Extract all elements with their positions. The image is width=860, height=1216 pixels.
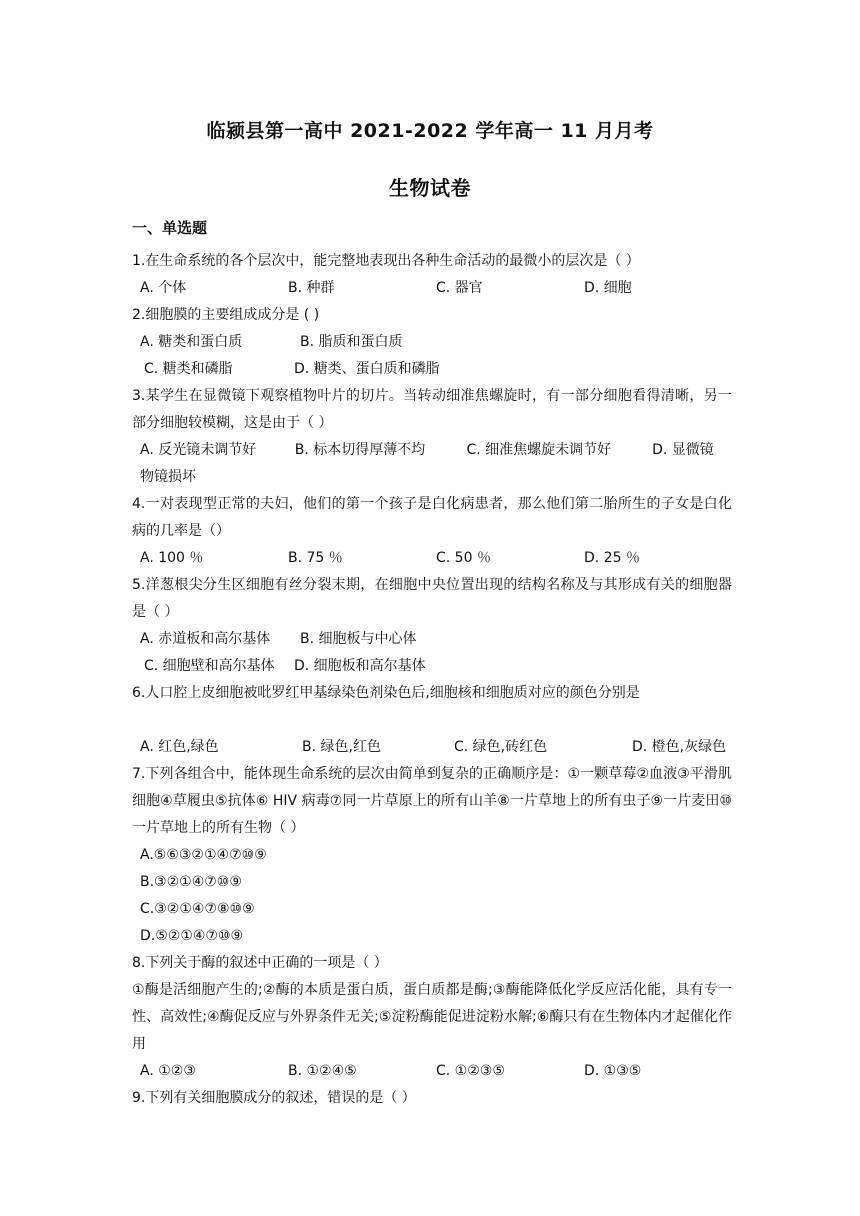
option: A. 红色,绿色 [140,739,219,755]
option: C.③②①④⑦⑧⑩⑨ [140,901,255,917]
option: B. 75 ％ [288,550,343,566]
option: A. 糖类和蛋白质 [140,334,243,350]
option: D. 橙色,灰绿色 [632,739,727,755]
question-statements: ①酶是活细胞产生的;②酶的本质是蛋白质，蛋白质都是酶;③酶能降低化学反应活化能，具有专一性、高效性;④酶促反应与外界条件无关;⑤淀粉酶能促进淀粉水解;⑥酶只有在生物体内才起催化作用 [132,982,732,1052]
option: C. ①②③⑤ [436,1063,505,1079]
option: C. 细胞壁和高尔基体 [144,658,275,674]
option-row [132,275,732,302]
option-continuation: 物镜损坏 [140,469,196,485]
question-stem: 6.人口腔上皮细胞被吡罗红甲基绿染色剂染色后,细胞核和细胞质对应的颜色分别是 [132,685,640,701]
option: A. 反光镜未调节好 [140,442,257,458]
option: D.⑤②①④⑦⑩⑨ [140,928,244,944]
option: B. 种群 [288,280,335,296]
option: C. 器官 [436,280,483,296]
question-list [132,248,732,1112]
option: A. ①②③ [140,1063,196,1079]
option-row [132,356,732,383]
option: D. 糖类、蛋白质和磷脂 [294,361,440,377]
option: A.⑤⑥③②①④⑦⑩⑨ [140,847,267,863]
option-row [132,1058,732,1085]
option: C. 细准焦螺旋未调节好 [466,442,612,458]
option: D. 细胞 [584,280,632,296]
option: A. 个体 [140,280,187,296]
option-row [132,545,732,572]
option-row [132,653,732,680]
option: D. 25 ％ [584,550,640,566]
option: C. 50 ％ [436,550,491,566]
option: B. 细胞板与中心体 [300,631,417,647]
option: D. 细胞板和高尔基体 [294,658,426,674]
option: B. 绿色,红色 [302,739,381,755]
option: C. 糖类和磷脂 [144,361,233,377]
option-row [132,329,732,356]
option: B. 脂质和蛋白质 [300,334,403,350]
question-stem: 4.一对表现型正常的夫妇，他们的第一个孩子是白化病患者，那么他们第二胎所生的子女是白化病的几率是（） [132,496,732,539]
question-stem: 7.下列各组合中，能体现生命系统的层次由简单到复杂的正确顺序是：①一颗草莓②血液③平滑肌细胞④草履虫⑤抗体⑥ HIV 病毒⑦同一片草原上的所有山羊⑧一片草地上的所有虫子⑨一片麦田⑩一片草地上的所有生物（ ） [132,766,732,836]
option-row [132,626,732,653]
question-stem: 2.细胞膜的主要组成成分是 ( ) [132,307,320,323]
option: A. 100 ％ [140,550,204,566]
blank-line [132,707,732,734]
question-stem: 8.下列关于酶的叙述中正确的一项是（ ） [132,955,388,971]
option: C. 绿色,砖红色 [454,739,548,755]
option-row [132,437,732,464]
option: B. ①②④⑤ [288,1063,357,1079]
option: B. 标本切得厚薄不均 [294,442,426,458]
page-title: 临颍县第一高中 2021-2022 学年高一 11 月月考 [206,120,654,142]
question-stem: 9.下列有关细胞膜成分的叙述，错误的是（ ） [132,1090,416,1106]
question-stem: 5.洋葱根尖分生区细胞有丝分裂末期，在细胞中央位置出现的结构名称及与其形成有关的细胞器是（ ） [132,577,732,620]
option: D. ①③⑤ [584,1063,642,1079]
option: A. 赤道板和高尔基体 [140,631,271,647]
option: D. 显微镜 [652,442,714,458]
option: B.③②①④⑦⑩⑨ [140,874,242,890]
option-row [132,734,732,761]
question-stem: 1.在生命系统的各个层次中，能完整地表现出各种生命活动的最微小的层次是（ ） [132,253,640,269]
question-stem: 3.某学生在显微镜下观察植物叶片的切片。当转动细准焦螺旋时，有一部分细胞看得清晰，另一部分细胞较模糊，这是由于（ ） [132,388,732,431]
section-heading: 一、单选题 [132,219,208,237]
page-subtitle: 生物试卷 [389,176,471,200]
